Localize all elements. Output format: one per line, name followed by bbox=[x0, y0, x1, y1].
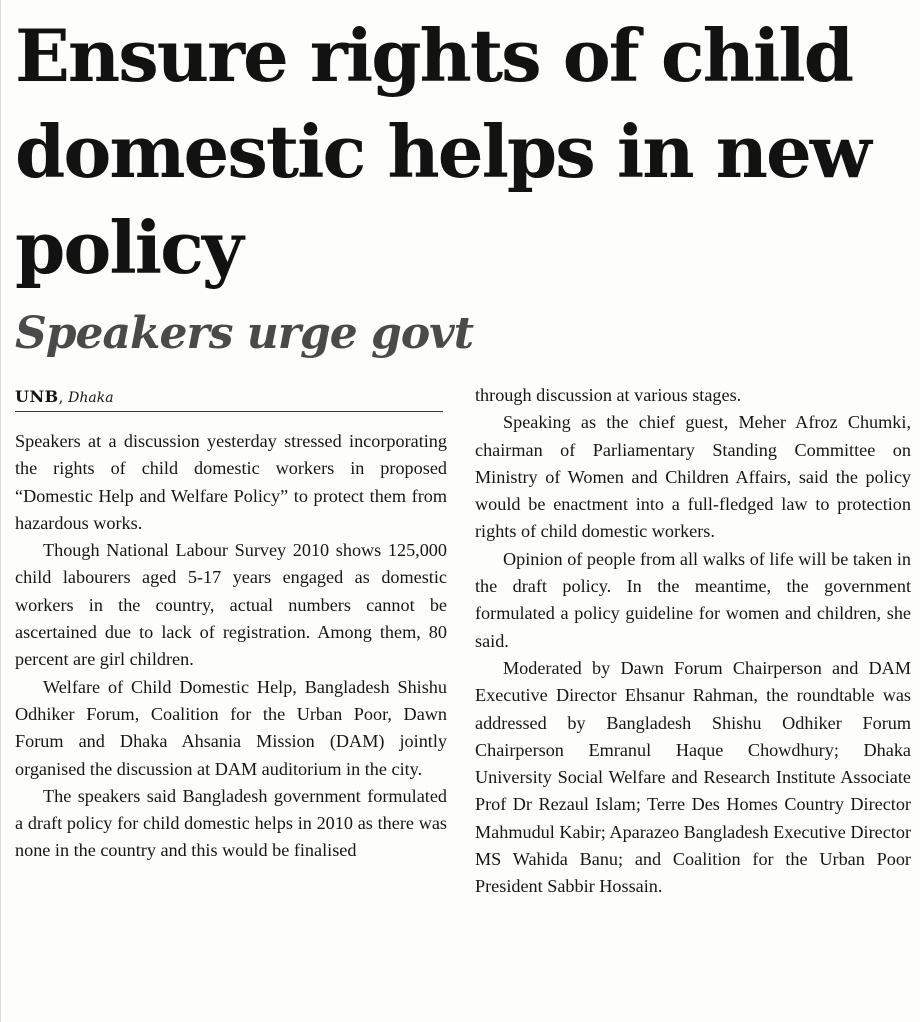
byline bbox=[15, 386, 443, 409]
byline-agency: UNB bbox=[15, 387, 59, 406]
headline: Ensure rights of child domestic helps in new policy bbox=[15, 13, 870, 290]
article-paragraph: The speakers said Bangladesh government formulated a draft policy for child domestic helps in 2010 as there was none in the country and this would be finalised bbox=[15, 785, 447, 861]
article-paragraph: Speakers at a discussion yesterday stressed incorporating the rights of child domestic workers in proposed “Domestic Help and Welfare Policy” to protect them from hazardous works. bbox=[15, 431, 447, 533]
byline-location: Dhaka bbox=[68, 390, 114, 406]
article-paragraph: Moderated by Dawn Forum Chairperson and DAM Executive Director Ehsanur Rahman, the roundtable was addressed by Bangladesh Shishu Odhiker Forum Chairperson Emranul Haque Chowdhury; Dhaka University Social Welfare and Research Institute Associate Prof Dr Rezaul Islam; Terre Des Homes Country Director Mahmudul Kabir; Aparazeo Bangladesh Executive Director MS Wahida Banu; and Coalition for the Urban Poor President Sabbir Hossain. bbox=[475, 657, 911, 897]
article-paragraph: Though National Labour Survey 2010 shows 125,000 child labourers aged 5-17 years engaged as domestic workers in the country, actual numbers cannot be ascertained due to lack of registration. Among them, 80 percent are girl children. bbox=[15, 540, 447, 670]
article-column-left bbox=[15, 428, 447, 865]
article-paragraph-continued: through discussion at various stages. bbox=[475, 385, 742, 405]
article-paragraph: Opinion of people from all walks of life will be taken in the draft policy. In the meantime, the government formulated a policy guideline for women and children, she said. bbox=[475, 548, 911, 651]
byline-divider bbox=[15, 411, 443, 412]
article-paragraph: Speaking as the chief guest, Meher Afroz Chumki, chairman of Parliamentary Standing Committee on Ministry of Women and Children Affairs, said the policy would be enactment into a full-fledged law to protection rights of child domestic workers. bbox=[475, 412, 911, 542]
subheadline: Speakers urge govt bbox=[15, 308, 474, 359]
article-paragraph: Welfare of Child Domestic Help, Bangladesh Shishu Odhiker Forum, Coalition for the Urban Poor, Dawn Forum and Dhaka Ahsania Mission (DAM) jointly organised the discussion at DAM auditorium in the city. bbox=[15, 676, 447, 779]
article-column-right bbox=[475, 382, 911, 901]
byline-separator: , bbox=[58, 388, 69, 406]
